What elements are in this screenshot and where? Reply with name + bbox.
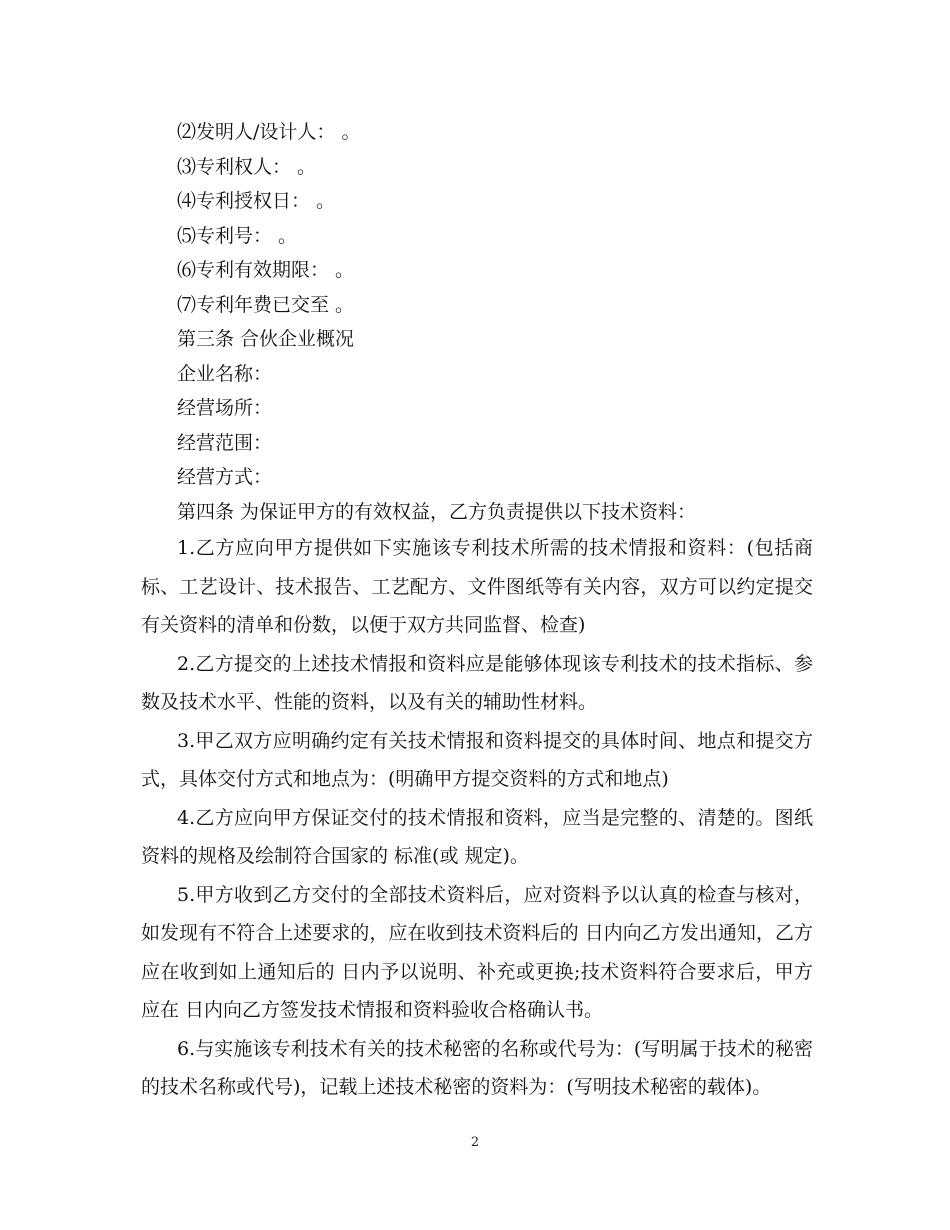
article-four-heading: 第四条 为保证甲方的有效权益，乙方负责提供以下技术资料： [177,500,697,523]
document-body [141,115,813,1107]
item-validity-period: ⑹专利有效期限： 。 [177,259,355,281]
field-business-scope: 经营范围： [177,431,273,454]
item-patentee: ⑶专利权人： 。 [177,155,317,178]
item-inventor: ⑵发明人/设计人： 。 [177,121,361,143]
article-three-heading: 第三条 合伙企业概况 [177,328,355,350]
field-business-mode: 经营方式： [177,466,273,488]
field-business-place: 经营场所： [177,397,273,419]
paragraph-6: 6.与实施该专利技术有关的技术秘密的名称或代号为：(写明属于技术的秘密的技术名称或代号)，记载上述技术秘密的资料为：(写明技术秘密的载体)。 [141,1037,813,1098]
paragraph-1: 1.乙方应向甲方提供如下实施该专利技术所需的技术情报和资料：(包括商标、工艺设计、技术报告、工艺配方、文件图纸等有关内容，双方可以约定提交有关资料的清单和份数，以便于双方共同监督、检查) [141,537,813,636]
item-grant-date: ⑷专利授权日： 。 [177,190,336,212]
paragraph-4: 4.乙方应向甲方保证交付的技术情报和资料，应当是完整的、清楚的。图纸资料的规格及绘制符合国家的 标准(或 规定)。 [141,806,813,867]
paragraph-2: 2.乙方提交的上述技术情报和资料应是能够体现该专利技术的技术指标、参数及技术水平、性能的资料，以及有关的辅助性材料。 [141,652,813,713]
item-patent-number: ⑸专利号： 。 [177,224,298,247]
item-annual-fee: ⑺专利年费已交至 。 [177,293,355,316]
page-number: 2 [470,1135,480,1150]
field-company-name: 企业名称： [177,362,273,385]
paragraph-3: 3.甲乙双方应明确约定有关技术情报和资料提交的具体时间、地点和提交方式，具体交付方式和地点为：(明确甲方提交资料的方式和地点) [141,729,813,790]
paragraph-5: 5.甲方收到乙方交付的全部技术资料后，应对资料予以认真的检查与核对，如发现有不符合上述要求的，应在收到技术资料后的 日内向乙方发出通知，乙方应在收到如上通知后的 日内予以说明、补充或更换;技术资料符合要求后，甲方应在 日内向乙方签发技术情报和资料验收合格确认书。 [141,883,813,1021]
